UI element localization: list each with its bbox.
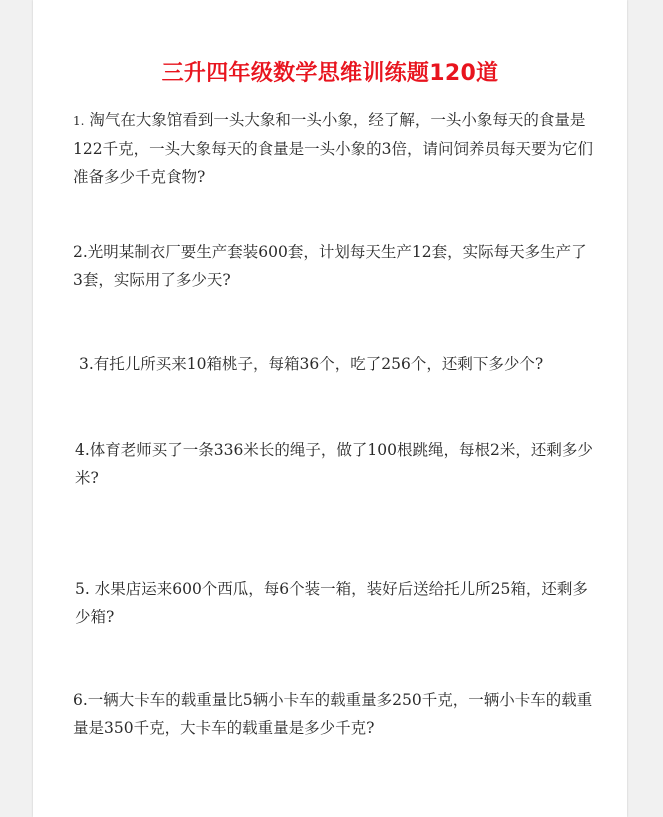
question-text: 一辆大卡车的载重量比5辆小卡车的载重量多250千克，一辆小卡车的载重量是350千克，大卡车的载重量是多少千克? [73,691,593,737]
question-2 [73,238,593,294]
question-number: 4. [75,441,90,459]
question-text: 水果店运来600个西瓜，每6个装一箱，装好后送给托儿所25箱，还剩多少箱? [75,580,588,626]
question-number: 3. [79,355,94,373]
question-text: 有托儿所买来10箱桃子，每箱36个，吃了256个，还剩下多少个? [93,355,544,373]
question-number: 1. [73,114,85,128]
document-page [33,0,627,817]
question-number: 5. [75,580,95,598]
question-number: 6. [73,691,88,709]
question-6 [73,686,593,742]
question-text: 光明某制衣厂要生产套装600套，计划每天生产12套，实际每天多生产了3套，实际用了多少天? [73,243,587,289]
question-3 [79,350,599,378]
question-number: 2. [73,243,88,261]
question-text: 体育老师买了一条336米长的绳子，做了100根跳绳，每根2米，还剩多少米? [75,441,593,487]
question-1 [73,106,593,191]
question-4 [75,436,595,492]
question-text: 淘气在大象馆看到一头大象和一头小象，经了解，一头小象每天的食量是122千克，一头大象每天的食量是一头小象的3倍，请问饲养员每天要为它们准备多少千克食物? [73,111,593,186]
question-5 [75,575,595,631]
document-title: 三升四年级数学思维训练题120道 [161,61,499,86]
